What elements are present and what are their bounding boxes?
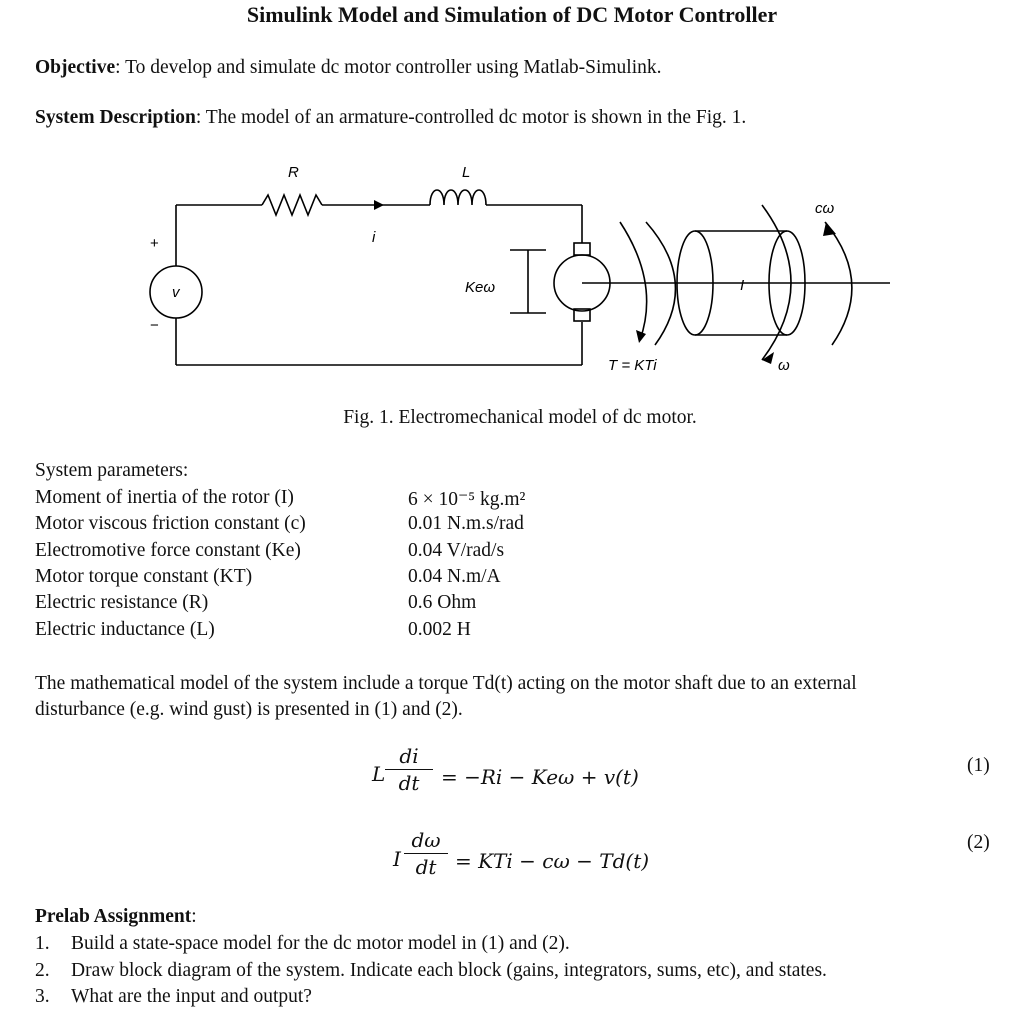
parameter-name: Electric resistance (R)	[35, 592, 209, 614]
prelab-colon: :	[191, 906, 197, 927]
parameter-value: 6 × 10⁻⁵ kg.m²	[408, 489, 526, 510]
prelab-item	[35, 933, 570, 955]
prelab-item-number: 3.	[35, 986, 50, 1007]
page-title: Simulink Model and Simulation of DC Motor Controller	[246, 2, 778, 27]
current-arrow	[374, 200, 384, 210]
label-back-emf: Keω	[465, 279, 496, 296]
system-description-text: : The model of an armature-controlled dc motor is shown in the Fig. 1.	[195, 107, 747, 128]
label-omega: ω	[778, 357, 790, 374]
parameter-name: Electric inductance (L)	[35, 618, 215, 640]
resistor-symbol	[262, 195, 322, 215]
prelab-heading	[35, 906, 197, 928]
equation-2-numerator: dω	[411, 828, 441, 852]
label-i: i	[372, 229, 376, 246]
motor-brush-top	[574, 243, 590, 255]
torque-arc	[620, 222, 647, 340]
label-R: R	[288, 164, 299, 181]
equation-1-numerator: di	[399, 744, 419, 768]
model-text-line-1: The mathematical model of the system include a torque Td(t) acting on the motor shaft due to an external	[35, 673, 857, 694]
parameter-name: Moment of inertia of the rotor (I)	[35, 487, 294, 508]
equation-1-rhs: = −Ri − Keω + v(t)	[441, 765, 639, 789]
inductor-symbol	[430, 190, 486, 205]
prelab-item	[35, 960, 827, 982]
equation-2-number: (2)	[967, 832, 990, 853]
label-plus: +	[150, 235, 159, 252]
equation-2-denominator: dt	[415, 855, 437, 879]
parameter-value: 0.01 N.m.s/rad	[408, 513, 524, 535]
objective-text: : To develop and simulate dc motor controller using Matlab-Simulink.	[115, 57, 662, 78]
equation-1-fraction	[385, 744, 433, 795]
label-minus: −	[150, 317, 159, 334]
label-inertia: I	[740, 277, 745, 294]
parameter-name: Motor torque constant (KT)	[35, 565, 253, 587]
parameter-name: Motor viscous friction constant (c)	[35, 513, 306, 535]
prelab-item-number: 1.	[35, 933, 50, 954]
prelab-item-text: What are the input and output?	[71, 986, 312, 1007]
equation-1-number: (1)	[967, 755, 990, 776]
objective-label: Objective	[35, 57, 116, 78]
label-v: v	[172, 284, 180, 301]
prelab-item-text: Draw block diagram of the system. Indicate each block (gains, integrators, sums, etc), and states.	[71, 959, 827, 981]
parameter-value: 0.6 Ohm	[408, 592, 477, 614]
system-description-label: System Description	[35, 107, 196, 128]
prelab-label: Prelab Assignment	[35, 906, 192, 927]
model-text-line-2: disturbance (e.g. wind gust) is presented in (1) and (2).	[35, 699, 463, 720]
parameter-value: 0.002 H	[408, 618, 471, 640]
prelab-item-number: 2.	[35, 959, 50, 981]
c-omega-arrowhead	[823, 222, 836, 236]
parameter-value: 0.04 V/rad/s	[408, 539, 505, 561]
label-torque: T = KTi	[608, 357, 657, 374]
prelab-item	[35, 986, 312, 1008]
label-c-omega: cω	[815, 200, 835, 217]
motor-circuit-diagram	[0, 0, 1024, 400]
equation-1-lhs: L	[372, 762, 386, 786]
figure-caption: Fig. 1. Electromechanical model of dc motor.	[343, 407, 697, 428]
label-L: L	[462, 164, 471, 181]
prelab-item-text: Build a state-space model for the dc motor model in (1) and (2).	[71, 933, 570, 954]
equation-1-denominator: dt	[398, 771, 420, 795]
equation-2-fraction	[404, 828, 448, 879]
parameters-heading: System parameters:	[35, 460, 189, 481]
equation-2-lhs: I	[393, 847, 401, 871]
parameter-value: 0.04 N.m/A	[408, 565, 501, 587]
equation-2-rhs: = KTi − cω − Td(t)	[455, 849, 650, 873]
parameter-name: Electromotive force constant (Ke)	[35, 539, 301, 561]
torque-arrowhead	[636, 330, 646, 343]
